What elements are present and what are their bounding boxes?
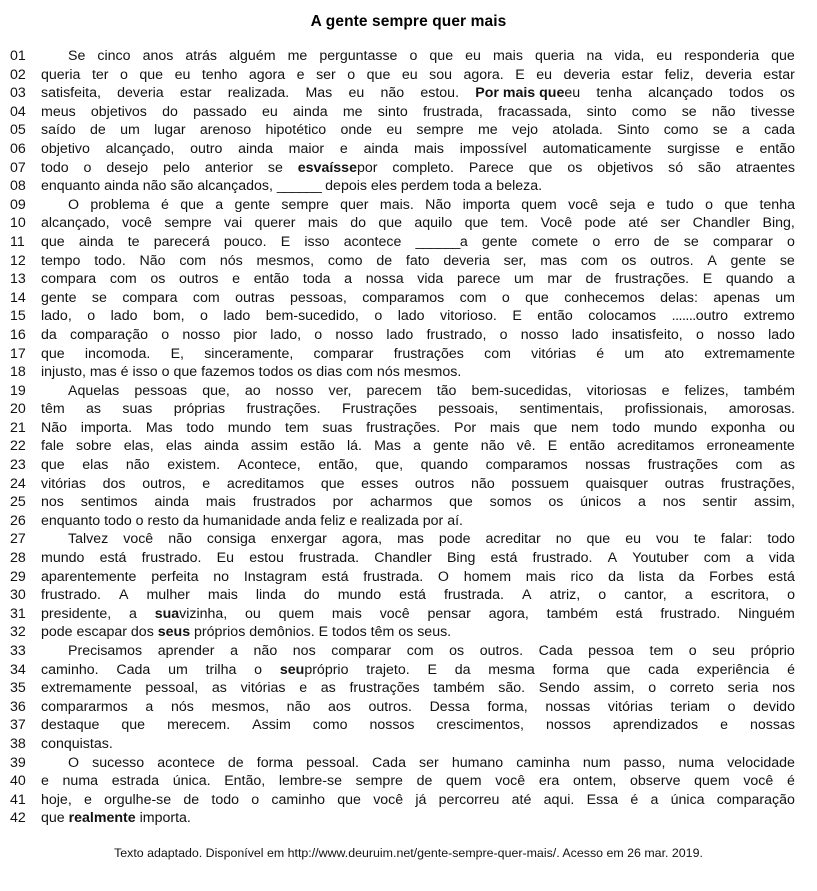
text-line — [0, 270, 817, 289]
line-text: todo o desejo pelo anterior se esvaíssepor completo. Parece que os objetivos só são atraentes — [41, 159, 795, 176]
line-number: 07 — [10, 159, 26, 176]
line-number: 29 — [10, 568, 26, 585]
line-text: têm as suas próprias frustrações. Frustrações pessoais, sentimentais, profissionais, amorosas. — [41, 401, 795, 418]
line-text: aparentemente perfeita no Instagram está frustrada. O homem mais rico da lista da Forbes está — [41, 568, 795, 585]
text-line — [0, 66, 817, 85]
fill-in-dots: ....... — [671, 308, 696, 325]
line-number: 42 — [10, 810, 26, 827]
text-line — [0, 363, 817, 382]
line-text: Precisamos aprender a não nos comparar com os outros. Cada pessoa tem o seu próprio — [68, 643, 795, 659]
line-text: O problema é que a gente sempre quer mais. Não importa quem você seja e tudo o que tenha — [68, 196, 795, 213]
line-text: gente se compara com outras pessoas, comparamos com o que conhecemos delas: apenas um — [41, 289, 795, 306]
emphasis-word: Por mais que — [475, 85, 565, 102]
line-number: 41 — [10, 791, 26, 808]
line-number: 05 — [10, 122, 26, 139]
line-text: satisfeita, deveria estar realizada. Mas eu não estou. Por mais queeu tenha alcançado todos os — [41, 85, 795, 102]
text-line — [0, 214, 817, 233]
line-number: 09 — [10, 196, 26, 213]
line-number: 35 — [10, 680, 26, 697]
line-number: 22 — [10, 438, 26, 455]
line-text: Talvez você não consiga enxergar agora, mas pode acreditar no que eu vou te falar: todo — [68, 531, 795, 548]
line-text: destaque que merecem. Assim como nossos crescimentos, nossos aprendizados e nossas — [41, 717, 795, 734]
line-text: queria ter o que eu tenho agora e ser o que eu sou agora. E eu deveria estar feliz, deveria estar — [41, 66, 795, 83]
line-text: compararmos a nós mesmos, não aos outros. Dessa forma, nossas vitórias teriam o devido — [41, 698, 795, 715]
line-text: O sucesso acontece de forma pessoal. Cada ser humano caminha num passo, numa velocidade — [68, 754, 795, 771]
line-text: pode escapar dos seus próprios demônios. E todos têm os seus. — [41, 624, 452, 641]
emphasis-word: realmente — [68, 810, 136, 827]
line-text: Não importa. Mas todo mundo tem suas frustrações. Por mais que nem todo mundo exponha ou — [41, 419, 795, 436]
text-line — [0, 47, 817, 66]
line-number: 30 — [10, 587, 26, 604]
text-line — [0, 568, 817, 587]
line-text: enquanto todo o resto da humanidade anda feliz e realizada por aí. — [41, 512, 463, 529]
line-text: que realmente importa. — [41, 810, 191, 827]
line-text: mundo está frustrado. Eu estou frustrada. Chandler Bing está frustrado. A Youtuber com a vida — [41, 550, 795, 567]
line-number: 17 — [10, 345, 26, 362]
line-number: 21 — [10, 419, 26, 436]
text-line — [0, 84, 817, 103]
text-line — [0, 456, 817, 475]
line-number: 06 — [10, 140, 26, 157]
line-number: 31 — [10, 605, 26, 622]
line-number: 24 — [10, 475, 26, 492]
line-number: 08 — [10, 178, 26, 195]
text-line — [0, 196, 817, 215]
line-text: hoje, e orgulhe-se de todo o caminho que você já percorreu até aqui. Essa é a única comparação — [41, 791, 795, 808]
line-number: 26 — [10, 512, 26, 529]
page-title: A gente sempre quer mais — [310, 13, 507, 30]
line-text: da comparação o nosso pior lado, o nosso lado frustrado, o nosso lado insatisfeito, o nosso lado — [41, 326, 795, 343]
line-text: saído de um lugar arenoso hipotético onde eu sempre me vejo atolada. Sinto como se a cada — [41, 122, 795, 139]
text-line — [0, 549, 817, 568]
line-number: 16 — [10, 326, 26, 343]
line-number: 25 — [10, 494, 26, 511]
line-number: 01 — [10, 48, 26, 64]
line-number: 32 — [10, 624, 26, 641]
line-number: 10 — [10, 215, 26, 232]
text-line — [0, 289, 817, 308]
text-line — [0, 735, 817, 754]
text-line — [0, 177, 817, 196]
text-line — [0, 252, 817, 271]
line-text: vitórias dos outros, e acreditamos que esses outros não possuem quaisquer outras frustrações, — [41, 475, 795, 492]
line-number: 19 — [10, 382, 26, 399]
line-text: frustrado. A mulher mais linda do mundo está frustrada. A atriz, o cantor, a escritora, o — [41, 587, 795, 604]
text-line — [0, 382, 817, 401]
line-text: presidente, a suavizinha, ou quem mais você pensar agora, também está frustrado. Ninguém — [41, 605, 795, 622]
text-line — [0, 419, 817, 438]
text-line — [0, 475, 817, 494]
text-line — [0, 605, 817, 624]
line-text: compara com os outros e então toda a nossa vida parece um mar de frustrações. E quando a — [41, 271, 795, 288]
line-number: 28 — [10, 550, 26, 567]
line-number: 11 — [10, 233, 25, 250]
fill-in-blank: ______ — [415, 233, 460, 250]
text-line — [0, 345, 817, 364]
line-number: 18 — [10, 364, 26, 381]
emphasis-word: sua — [154, 605, 180, 622]
line-text: enquanto ainda não são alcançados, ______ depois eles perdem toda a beleza. — [41, 178, 543, 195]
line-text: que ainda te parecerá pouco. E isso acontece ______a gente comete o erro de se comparar o — [41, 233, 795, 250]
line-number: 33 — [10, 643, 26, 659]
line-text: injusto, mas é isso o que fazemos todos os dias com nós mesmos. — [41, 364, 462, 381]
text-line — [0, 642, 817, 661]
line-number: 36 — [10, 698, 26, 715]
emphasis-word: seu — [279, 661, 305, 678]
text-line — [0, 623, 817, 642]
text-line — [0, 530, 817, 549]
text-line — [0, 400, 817, 419]
line-text: fale sobre elas, elas ainda assim estão lá. Mas a gente não vê. E então acreditamos erroneamente — [41, 438, 795, 455]
line-text: lado, o lado bom, o lado bem-sucedido, o lado vitorioso. E então colocamos .......outro extremo — [41, 308, 795, 325]
line-text: tempo todo. Não com nós mesmos, como de fato deveria ser, mas com os outros. A gente se — [41, 252, 795, 269]
text-line — [0, 754, 817, 773]
line-number: 20 — [10, 401, 26, 418]
text-line — [0, 809, 817, 828]
line-text: alcançado, você sempre vai querer mais do que aquilo que tem. Você pode até ser Chandler Bing, — [41, 215, 795, 232]
text-line — [0, 772, 817, 791]
line-number: 13 — [10, 271, 26, 288]
line-number: 12 — [10, 252, 26, 269]
line-number: 40 — [10, 773, 26, 790]
line-text: que incomoda. E, sinceramente, comparar frustrações com vitórias é um ato extremamente — [41, 345, 795, 362]
line-text: nos sentimos ainda mais frustrados por acharmos que somos os únicos a nos sentir assim, — [41, 494, 795, 511]
line-number: 23 — [10, 457, 26, 474]
text-line — [0, 326, 817, 345]
text-line — [0, 121, 817, 140]
line-number: 02 — [10, 66, 26, 83]
text-line — [0, 493, 817, 512]
text-line — [0, 159, 817, 178]
text-line — [0, 437, 817, 456]
numbered-text-body — [0, 47, 817, 828]
line-number: 27 — [10, 531, 26, 548]
line-number: 37 — [10, 717, 26, 734]
text-line — [0, 103, 817, 122]
text-line — [0, 661, 817, 680]
emphasis-word: esvaísse — [297, 159, 357, 176]
text-line — [0, 716, 817, 735]
text-line — [0, 233, 817, 252]
text-line — [0, 307, 817, 326]
line-number: 03 — [10, 85, 26, 102]
text-line — [0, 679, 817, 698]
text-line — [0, 586, 817, 605]
text-line — [0, 512, 817, 531]
line-number: 14 — [10, 289, 26, 306]
line-number: 15 — [10, 308, 26, 325]
line-number: 38 — [10, 735, 26, 752]
line-number: 34 — [10, 661, 26, 678]
line-text: Se cinco anos atrás alguém me perguntasse o que eu mais queria na vida, eu responderia que — [68, 48, 795, 64]
text-line — [0, 791, 817, 810]
text-line — [0, 140, 817, 159]
emphasis-word: seus — [157, 624, 191, 641]
line-number: 39 — [10, 754, 26, 771]
line-text: objetivo alcançado, outro ainda maior e ainda mais impossível automaticamente surgisse e então — [41, 140, 795, 157]
line-text: extremamente pessoal, as vitórias e as frustrações também são. Sendo assim, o correto seria nos — [41, 680, 795, 697]
line-text: e numa estrada única. Então, lembre-se sempre de quem você era ontem, observe quem você é — [41, 773, 795, 790]
line-text: Aquelas pessoas que, ao nosso ver, parecem tão bem-sucedidas, vitoriosas e felizes, também — [68, 382, 795, 399]
line-text: conquistas. — [41, 735, 113, 752]
fill-in-blank: ______ — [276, 178, 322, 195]
text-line — [0, 698, 817, 717]
line-text: meus objetivos do passado eu ainda me sinto frustrada, fracassada, sinto como se não tivesse — [41, 103, 795, 120]
source-attribution: Texto adaptado. Disponível em http://www.deuruim.net/gente-sempre-quer-mais/. Acesso em 26 mar. 2019. — [114, 846, 703, 860]
line-number: 04 — [10, 103, 26, 120]
line-text: que elas não existem. Acontece, então, que, quando comparamos nossas frustrações com as — [41, 457, 795, 474]
line-text: caminho. Cada um trilha o seupróprio trajeto. E da mesma forma que cada experiência é — [41, 661, 795, 678]
